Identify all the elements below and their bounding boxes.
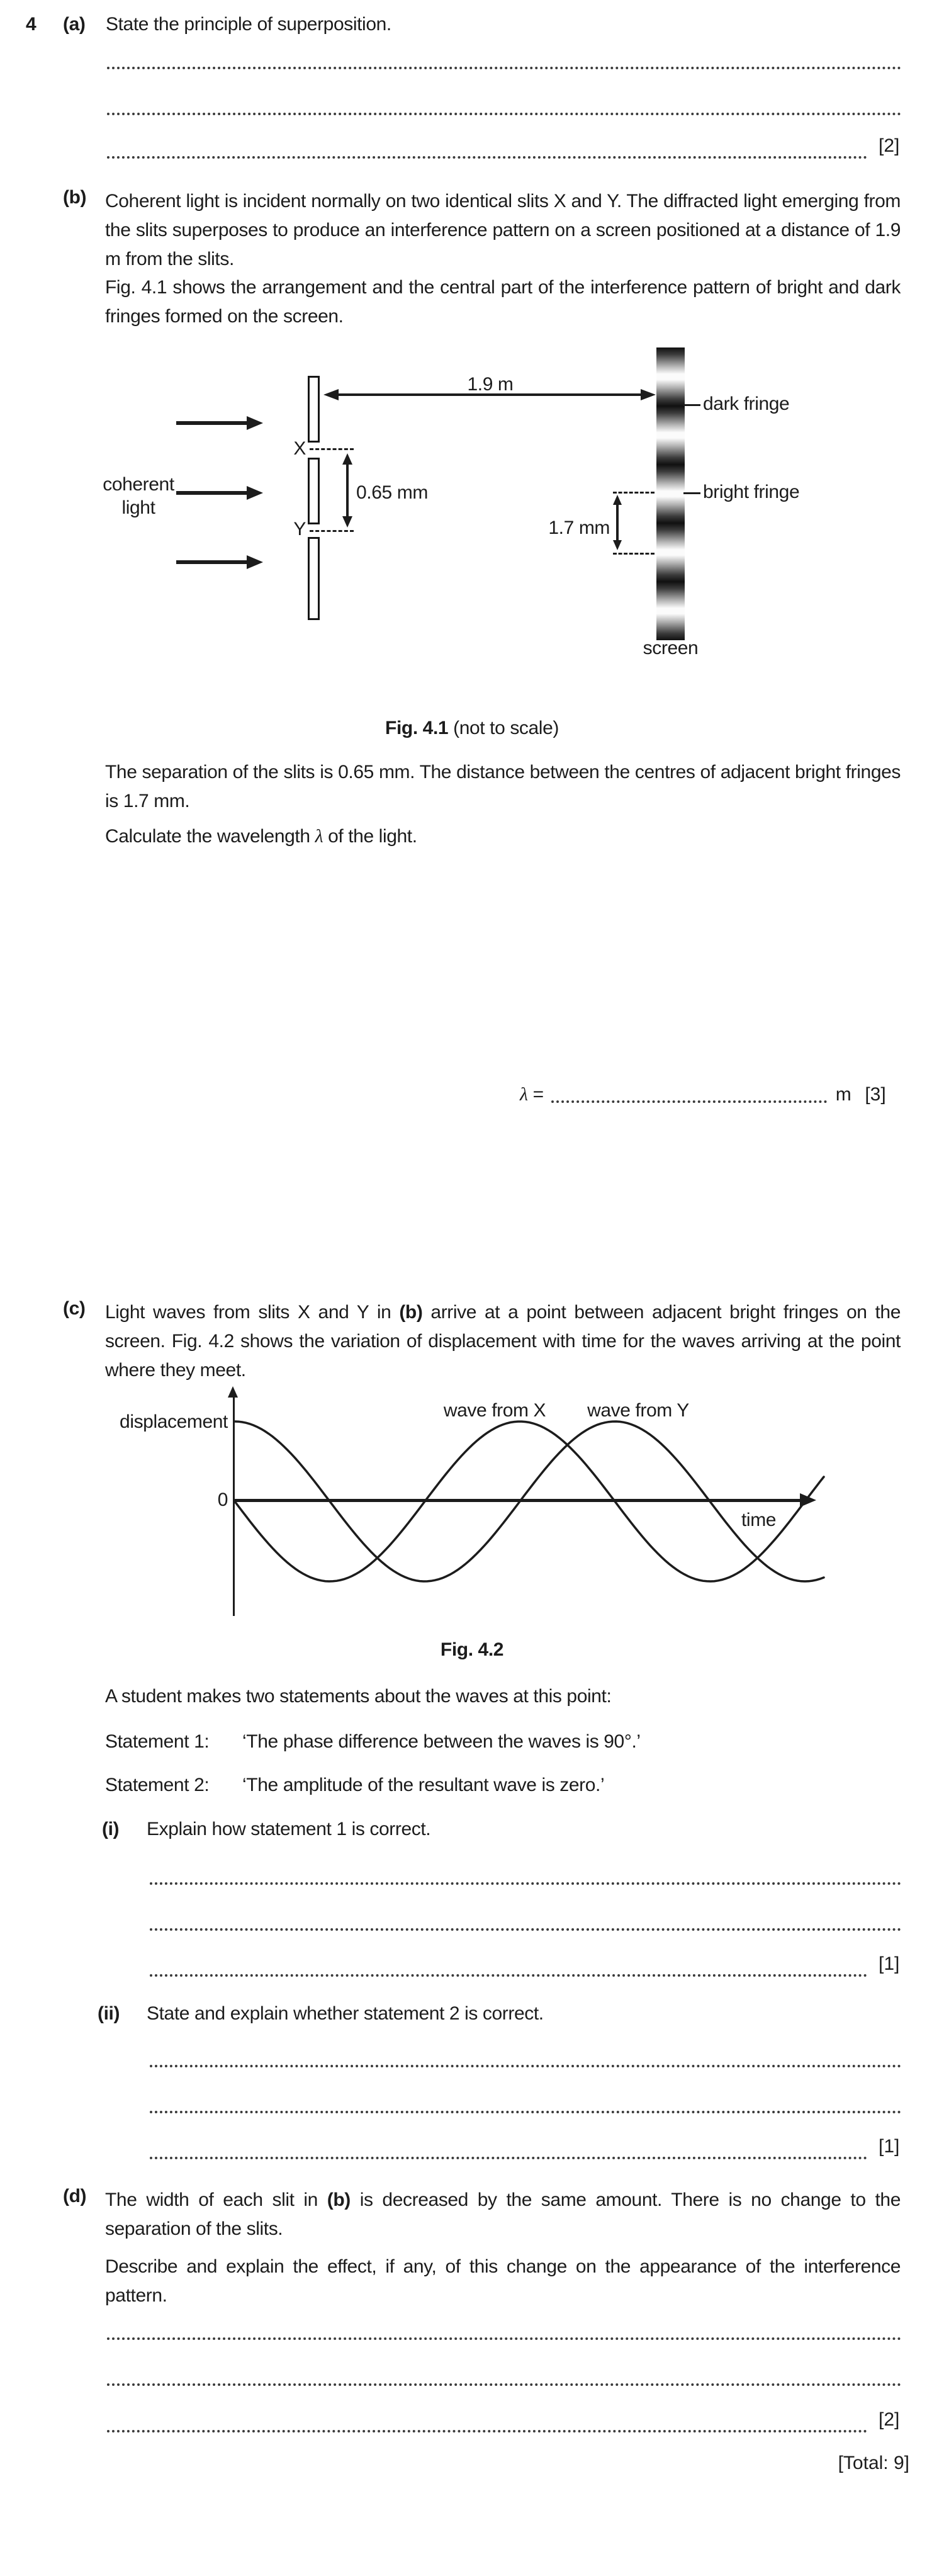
slit-y-dashed-line (310, 530, 354, 532)
part-c-label: (c) (63, 1298, 86, 1319)
answer-line (150, 2111, 901, 2113)
statement-2-text: ‘The amplitude of the resultant wave is zero.’ (242, 1775, 605, 1795)
answer-line (150, 2065, 901, 2067)
part-b-fig-intro: Fig. 4.1 shows the arrangement and the central part of the interference pattern of bright and dark fringes formed on the screen. (105, 277, 901, 327)
answer-line (107, 156, 867, 159)
part-b-intro: Coherent light is incident normally on two identical slits X and Y. The diffracted light emerging from the slits superposes to produce an interference pattern on a screen positioned at a distance of 1.9 m from the slits. (105, 191, 901, 269)
dark-fringe-label: dark fringe (703, 393, 790, 414)
answer-line (107, 2337, 901, 2340)
marks-badge-d: [2] (879, 2409, 900, 2430)
total-marks: [Total: 9] (838, 2453, 909, 2473)
answer-line (107, 67, 901, 69)
bright-fringe-label: bright fringe (703, 482, 800, 502)
slit-x-dashed-line (310, 448, 354, 450)
slit-barrier-top (308, 376, 320, 443)
marks-badge-a: [2] (879, 135, 900, 156)
statement-2 (105, 1775, 901, 1796)
fringe-pattern-strip (656, 347, 685, 640)
screen-distance-label: 1.9 m (467, 374, 514, 395)
dim-arrow-right-icon (641, 389, 656, 400)
part-d-prompt: Describe and explain the effect, if any, of this change on the appearance of the interference pattern. (105, 2256, 901, 2306)
part-d-intro: The width of each slit in (b) is decreased by the same amount. There is no change to the separation of the slits. (105, 2189, 901, 2239)
answer-unit: m (835, 1084, 851, 1105)
fig41-caption: Fig. 4.1 (not to scale) (385, 718, 559, 738)
dim-arrow-line (616, 504, 619, 541)
answer-line (150, 1882, 901, 1885)
slit-barrier-bottom (308, 537, 320, 620)
marks-badge-b: [3] (865, 1084, 886, 1105)
y-axis-label: displacement (120, 1411, 228, 1432)
fig42-graph (0, 1379, 944, 1630)
wave-from-y-label: wave from Y (587, 1400, 689, 1421)
fringe-dashed-line (613, 553, 655, 555)
dim-arrow-down-icon (613, 540, 622, 550)
lambda-symbol: λ (520, 1084, 528, 1105)
part-cii-label: (ii) (98, 2003, 120, 2024)
answer-dots (551, 1095, 827, 1103)
light-arrow-line (176, 421, 248, 425)
fig42-caption: Fig. 4.2 (440, 1639, 504, 1660)
part-c-intro: Light waves from slits X and Y in (b) arrive at a point between adjacent bright fringes on the screen. Fig. 4.2 shows the variation of displacement with time for the waves arriving at the point where they meet. (105, 1302, 901, 1381)
origin-label: 0 (217, 1489, 228, 1510)
statement-1-label: Statement 1: (105, 1731, 210, 1752)
answer-line (150, 2157, 867, 2159)
statement-2-label: Statement 2: (105, 1775, 210, 1795)
dim-arrow-line (346, 463, 349, 517)
screen-label: screen (643, 638, 699, 658)
dim-arrow-down-icon (342, 516, 352, 528)
coherent-light-label: coherent light (103, 474, 174, 518)
wave-from-x-curve (235, 1421, 824, 1581)
answer-line (107, 113, 901, 115)
marks-badge-cii: [1] (879, 2136, 900, 2157)
statement-1 (105, 1731, 901, 1753)
lambda-symbol: λ (315, 826, 323, 847)
slit-separation-label: 0.65 mm (356, 482, 428, 503)
part-cii-prompt: State and explain whether statement 2 is correct. (147, 2003, 544, 2024)
part-d-label: (d) (63, 2186, 87, 2206)
part-b-after-fig: The separation of the slits is 0.65 mm. The distance between the centres of adjacent bright fringes is 1.7 mm. (105, 762, 901, 811)
answer-line (150, 1974, 867, 1977)
fig41-diagram (0, 340, 944, 661)
question-number: 4 (26, 14, 37, 35)
wave-from-x-label: wave from X (443, 1400, 546, 1421)
student-statements-intro: A student makes two statements about the waves at this point: (105, 1686, 612, 1707)
fringe-dashed-line (613, 492, 655, 494)
light-arrow-icon (247, 416, 263, 430)
marks-badge-ci: [1] (879, 1953, 900, 1974)
part-b-label: (b) (63, 187, 87, 208)
part-b-calc-prompt: Calculate the wavelength λ of the light. (105, 826, 417, 847)
bright-fringe-leader-line (683, 492, 700, 494)
slit-y-label: Y (293, 519, 306, 539)
dim-arrow-left-icon (323, 389, 339, 400)
x-axis-label: time (741, 1510, 777, 1530)
slit-x-label: X (293, 438, 306, 459)
wavelength-answer-line: λ = m [3] (520, 1084, 886, 1105)
fringe-separation-label: 1.7 mm (548, 517, 610, 538)
statement-1-text: ‘The phase difference between the waves is 90°.’ (242, 1731, 641, 1752)
fig42-waves (235, 1413, 829, 1590)
part-ci-label: (i) (102, 1819, 120, 1839)
answer-line (107, 2430, 867, 2432)
light-arrow-line (176, 491, 248, 495)
answer-line (150, 1928, 901, 1931)
part-a-prompt: State the principle of superposition. (106, 14, 391, 35)
answer-line (107, 2383, 901, 2386)
light-arrow-line (176, 560, 248, 564)
part-a-label: (a) (63, 14, 86, 35)
part-ci-prompt: Explain how statement 1 is correct. (147, 1819, 431, 1839)
slit-barrier-middle (308, 458, 320, 524)
light-arrow-icon (247, 486, 263, 500)
dark-fringe-leader-line (683, 404, 700, 406)
light-arrow-icon (247, 555, 263, 569)
wave-from-y-curve (235, 1421, 824, 1581)
